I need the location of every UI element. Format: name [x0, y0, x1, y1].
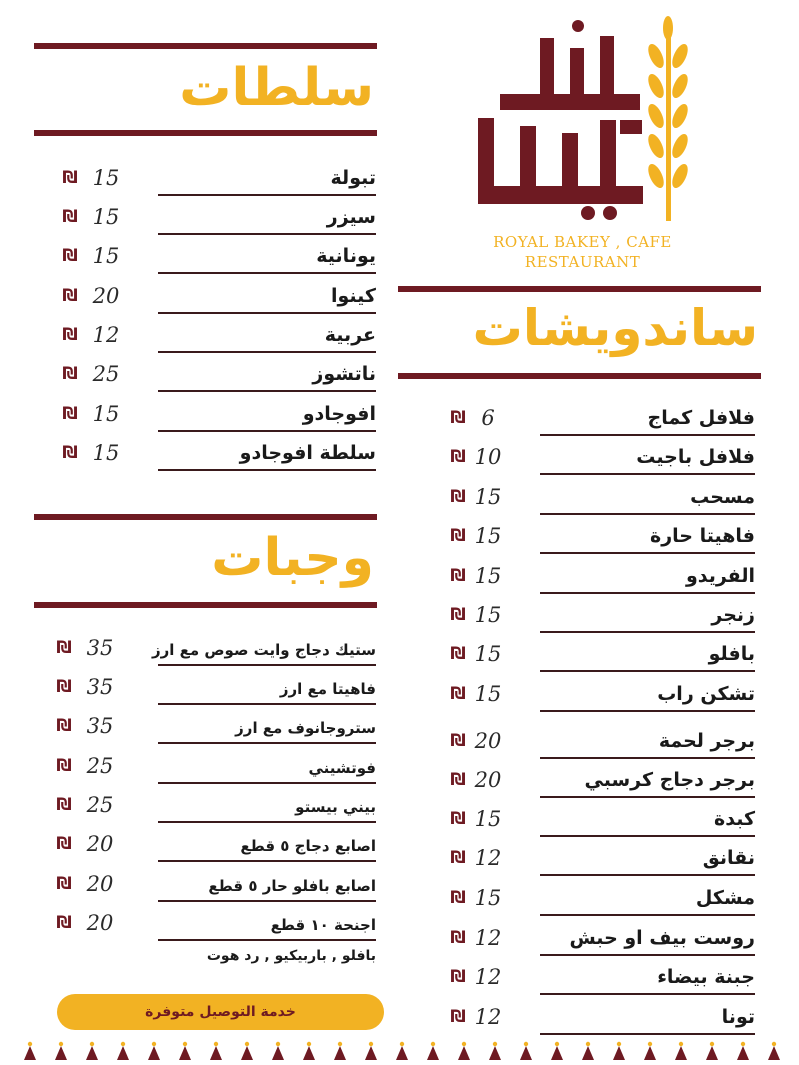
- menu-item-underline: [158, 900, 376, 902]
- menu-item-name: بيني بيستو: [295, 798, 376, 816]
- shekel-icon: ₪: [62, 443, 78, 463]
- shekel-icon: ₪: [62, 246, 78, 266]
- footer-ornament-mark: [427, 1046, 439, 1060]
- footer-ornament-dot: [586, 1042, 590, 1046]
- menu-item-name: برجر دجاج كرسبي: [584, 769, 755, 791]
- footer-ornament-mark: [241, 1046, 253, 1060]
- shekel-icon: ₪: [56, 638, 72, 658]
- shekel-icon: ₪: [450, 684, 466, 704]
- footer-ornament-mark: [303, 1046, 315, 1060]
- footer-ornament-dot: [59, 1042, 63, 1046]
- footer-ornament-dot: [431, 1042, 435, 1046]
- sandwiches-title: ساندويشات: [472, 299, 758, 357]
- menu-item-name: بافلو: [708, 643, 755, 665]
- shekel-icon: ₪: [56, 913, 72, 933]
- footer-ornament-dot: [648, 1042, 652, 1046]
- menu-item-underline: [540, 473, 755, 475]
- menu-item-price: 15: [474, 564, 502, 588]
- menu-item-row: [34, 238, 376, 274]
- menu-item-name: تبولة: [330, 167, 376, 189]
- footer-ornament-mark: [458, 1046, 470, 1060]
- menu-item-underline: [158, 742, 376, 744]
- menu-item-row: [34, 669, 376, 705]
- footer-ornament-dot: [679, 1042, 683, 1046]
- menu-item-name: جبنة بيضاء: [657, 966, 755, 988]
- footer-ornament-dot: [28, 1042, 32, 1046]
- menu-item-row: [420, 400, 755, 436]
- shekel-icon: ₪: [450, 566, 466, 586]
- menu-item-name: ستيك دجاج وايت صوص مع ارز: [151, 641, 376, 659]
- menu-item-row: [420, 558, 755, 594]
- footer-ornament: [0, 1040, 799, 1065]
- menu-item-underline: [540, 513, 755, 515]
- menu-item-underline: [540, 914, 755, 916]
- menu-item-row: [420, 723, 755, 759]
- menu-item-price: 12: [474, 965, 502, 989]
- menu-item-underline: [158, 860, 376, 862]
- menu-item-price: 15: [474, 485, 502, 509]
- menu-item-price: 25: [86, 754, 114, 778]
- menu-item-price: 12: [474, 926, 502, 950]
- menu-item-price: 15: [92, 402, 120, 426]
- menu-item-name: افوجادو: [302, 403, 376, 425]
- shekel-icon: ₪: [450, 644, 466, 664]
- shekel-icon: ₪: [450, 1007, 466, 1027]
- meals-sauce-note: بافلو , باربيكيو , رد هوت: [206, 948, 376, 964]
- menu-item-price: 35: [86, 675, 114, 699]
- menu-item-underline: [540, 874, 755, 876]
- shekel-icon: ₪: [56, 834, 72, 854]
- shekel-icon: ₪: [450, 770, 466, 790]
- menu-item-row: [34, 396, 376, 432]
- menu-item-price: 15: [474, 524, 502, 548]
- footer-ornament-dot: [555, 1042, 559, 1046]
- footer-ornament-mark: [210, 1046, 222, 1060]
- menu-item-price: 15: [474, 642, 502, 666]
- menu-item-row: [34, 787, 376, 823]
- menu-item-name: اصابع دجاج ٥ قطع: [240, 837, 376, 855]
- menu-item-price: 12: [474, 846, 502, 870]
- menu-item-price: 15: [92, 205, 120, 229]
- shekel-icon: ₪: [62, 364, 78, 384]
- menu-item-underline: [540, 710, 755, 712]
- menu-item-underline: [540, 993, 755, 995]
- brand-name-line2: RESTAURANT: [524, 253, 641, 271]
- shekel-icon: ₪: [56, 795, 72, 815]
- shekel-icon: ₪: [450, 605, 466, 625]
- shekel-icon: ₪: [62, 286, 78, 306]
- menu-item-row: [34, 356, 376, 392]
- shekel-icon: ₪: [56, 874, 72, 894]
- menu-item-underline: [158, 703, 376, 705]
- menu-item-row: [34, 160, 376, 196]
- shekel-icon: ₪: [450, 526, 466, 546]
- shekel-icon: ₪: [62, 325, 78, 345]
- menu-item-underline: [540, 835, 755, 837]
- footer-ornament-dot: [400, 1042, 404, 1046]
- footer-ornament-dot: [121, 1042, 125, 1046]
- menu-item-name: مسحب: [690, 486, 755, 508]
- footer-ornament-dot: [214, 1042, 218, 1046]
- footer-ornament-dot: [245, 1042, 249, 1046]
- menu-item-name: اجنحة ١٠ قطع: [270, 916, 376, 934]
- menu-item-underline: [540, 757, 755, 759]
- footer-ornament-dot: [276, 1042, 280, 1046]
- shekel-icon: ₪: [450, 967, 466, 987]
- footer-ornament-mark: [582, 1046, 594, 1060]
- menu-item-row: [420, 439, 755, 475]
- menu-item-row: [420, 762, 755, 798]
- menu-item-row: [420, 999, 755, 1035]
- shekel-icon: ₪: [450, 888, 466, 908]
- shekel-icon: ₪: [62, 207, 78, 227]
- menu-item-underline: [540, 592, 755, 594]
- menu-item-name: سلطة افوجادو: [239, 442, 376, 464]
- menu-item-price: 25: [86, 793, 114, 817]
- footer-ornament-dot: [524, 1042, 528, 1046]
- shekel-icon: ₪: [450, 408, 466, 428]
- menu-item-price: 15: [92, 244, 120, 268]
- menu-item-underline: [158, 939, 376, 941]
- menu-item-name: سيزر: [326, 206, 376, 228]
- footer-ornament-dot: [152, 1042, 156, 1046]
- menu-item-name: برجر لحمة: [658, 730, 755, 752]
- menu-item-underline: [158, 233, 376, 235]
- menu-item-underline: [540, 954, 755, 956]
- sandwiches-top-rule: [398, 286, 761, 292]
- menu-item-underline: [540, 552, 755, 554]
- menu-item-price: 12: [92, 323, 120, 347]
- menu-item-name: ناتشوز: [312, 363, 376, 385]
- shekel-icon: ₪: [56, 716, 72, 736]
- menu-item-name: كينوا: [331, 285, 376, 307]
- menu-item-underline: [158, 312, 376, 314]
- menu-item-underline: [540, 796, 755, 798]
- menu-item-row: [420, 840, 755, 876]
- footer-ornament-mark: [737, 1046, 749, 1060]
- menu-item-row: [34, 708, 376, 744]
- shekel-icon: ₪: [450, 809, 466, 829]
- shekel-icon: ₪: [450, 848, 466, 868]
- menu-item-underline: [158, 821, 376, 823]
- menu-item-row: [420, 636, 755, 672]
- shekel-icon: ₪: [450, 487, 466, 507]
- brand-logo: [470, 8, 700, 228]
- menu-item-row: [34, 278, 376, 314]
- footer-ornament-dot: [90, 1042, 94, 1046]
- menu-item-row: [34, 199, 376, 235]
- salads-bottom-rule: [34, 130, 377, 136]
- shekel-icon: ₪: [62, 404, 78, 424]
- delivery-badge: خدمة التوصيل متوفرة: [57, 994, 384, 1030]
- menu-item-price: 20: [86, 911, 114, 935]
- menu-item-price: 20: [474, 768, 502, 792]
- footer-ornament-mark: [272, 1046, 284, 1060]
- footer-ornament-mark: [551, 1046, 563, 1060]
- menu-item-row: [34, 905, 376, 941]
- menu-item-underline: [540, 670, 755, 672]
- footer-ornament-mark: [675, 1046, 687, 1060]
- menu-item-price: 15: [474, 682, 502, 706]
- menu-item-price: 15: [92, 166, 120, 190]
- menu-item-name: الفريدو: [685, 565, 755, 587]
- salads-top-rule: [34, 43, 377, 49]
- menu-item-row: [420, 518, 755, 554]
- menu-item-underline: [540, 434, 755, 436]
- meals-top-rule: [34, 514, 377, 520]
- menu-item-name: تشكن راب: [657, 683, 755, 705]
- menu-item-underline: [540, 1033, 755, 1035]
- menu-item-row: [34, 435, 376, 471]
- menu-item-price: 20: [474, 729, 502, 753]
- footer-ornament-mark: [520, 1046, 532, 1060]
- menu-item-underline: [158, 194, 376, 196]
- menu-item-row: [420, 880, 755, 916]
- footer-ornament-mark: [644, 1046, 656, 1060]
- footer-ornament-dot: [772, 1042, 776, 1046]
- menu-item-row: [420, 801, 755, 837]
- menu-item-price: 12: [474, 1005, 502, 1029]
- footer-ornament-dot: [493, 1042, 497, 1046]
- footer-ornament-dot: [338, 1042, 342, 1046]
- footer-ornament-mark: [86, 1046, 98, 1060]
- menu-item-price: 35: [86, 636, 114, 660]
- menu-item-name: فاهيتا مع ارز: [279, 680, 376, 698]
- footer-ornament-mark: [334, 1046, 346, 1060]
- menu-item-underline: [158, 272, 376, 274]
- menu-item-name: نقانق: [702, 847, 755, 869]
- menu-item-row: [420, 479, 755, 515]
- footer-ornament-dot: [462, 1042, 466, 1046]
- menu-item-name: مشكل: [695, 887, 755, 909]
- footer-ornament-mark: [396, 1046, 408, 1060]
- footer-ornament-mark: [148, 1046, 160, 1060]
- menu-item-price: 15: [474, 603, 502, 627]
- shekel-icon: ₪: [62, 168, 78, 188]
- menu-item-price: 15: [474, 886, 502, 910]
- menu-item-price: 25: [92, 362, 120, 386]
- menu-item-underline: [540, 631, 755, 633]
- menu-item-row: [420, 959, 755, 995]
- shekel-icon: ₪: [450, 447, 466, 467]
- menu-item-name: عربية: [324, 324, 376, 346]
- menu-item-name: زنجر: [711, 604, 755, 626]
- brand-name-line1: ROYAL BAKEY , CAFE: [493, 233, 672, 251]
- menu-item-price: 20: [86, 872, 114, 896]
- shekel-icon: ₪: [56, 677, 72, 697]
- menu-item-row: [420, 597, 755, 633]
- menu-item-price: 20: [86, 832, 114, 856]
- wheat-logo-icon: [470, 8, 700, 228]
- footer-ornament-dot: [183, 1042, 187, 1046]
- menu-item-price: 20: [92, 284, 120, 308]
- menu-item-row: [420, 920, 755, 956]
- menu-item-name: تونا: [721, 1006, 755, 1028]
- sandwiches-bottom-rule: [398, 373, 761, 379]
- menu-item-name: فاهيتا حارة: [650, 525, 755, 547]
- footer-ornament-mark: [613, 1046, 625, 1060]
- footer-ornament-mark: [706, 1046, 718, 1060]
- footer-ornament-mark: [24, 1046, 36, 1060]
- footer-ornament-dot: [741, 1042, 745, 1046]
- menu-item-price: 15: [474, 807, 502, 831]
- menu-item-row: [34, 866, 376, 902]
- menu-item-row: [34, 317, 376, 353]
- footer-ornament-dot: [710, 1042, 714, 1046]
- menu-item-name: كبدة: [714, 808, 755, 830]
- menu-item-price: 35: [86, 714, 114, 738]
- footer-ornament-mark: [55, 1046, 67, 1060]
- menu-item-price: 15: [92, 441, 120, 465]
- menu-item-underline: [158, 664, 376, 666]
- footer-ornament-mark: [365, 1046, 377, 1060]
- menu-item-row: [420, 676, 755, 712]
- menu-item-row: [34, 826, 376, 862]
- menu-item-name: اصابع بافلو حار ٥ قطع: [208, 877, 376, 895]
- footer-ornament-dot: [617, 1042, 621, 1046]
- footer-ornament-dot: [369, 1042, 373, 1046]
- menu-item-underline: [158, 469, 376, 471]
- footer-ornament-mark: [117, 1046, 129, 1060]
- shekel-icon: ₪: [450, 731, 466, 751]
- menu-item-name: فوتشيني: [308, 759, 376, 777]
- footer-ornament-mark: [768, 1046, 780, 1060]
- menu-item-row: [34, 630, 376, 666]
- footer-ornament-dot: [307, 1042, 311, 1046]
- menu-item-name: فلافل باجيت: [636, 446, 755, 468]
- footer-ornament-mark: [179, 1046, 191, 1060]
- menu-item-name: فلافل كماج: [647, 407, 755, 429]
- menu-item-underline: [158, 351, 376, 353]
- menu-item-name: ستروجانوف مع ارز: [235, 719, 376, 737]
- menu-item-underline: [158, 390, 376, 392]
- menu-item-price: 10: [474, 445, 502, 469]
- menu-item-row: [34, 748, 376, 784]
- meals-title: وجبات: [211, 528, 374, 588]
- menu-item-price: 6: [481, 406, 495, 430]
- meals-bottom-rule: [34, 602, 377, 608]
- menu-item-underline: [158, 430, 376, 432]
- menu-item-underline: [158, 782, 376, 784]
- footer-ornament-mark: [489, 1046, 501, 1060]
- salads-title: سلطات: [179, 58, 374, 118]
- menu-item-name: يونانية: [316, 245, 376, 267]
- shekel-icon: ₪: [450, 928, 466, 948]
- menu-item-name: روست بيف او حبش: [569, 927, 755, 949]
- shekel-icon: ₪: [56, 756, 72, 776]
